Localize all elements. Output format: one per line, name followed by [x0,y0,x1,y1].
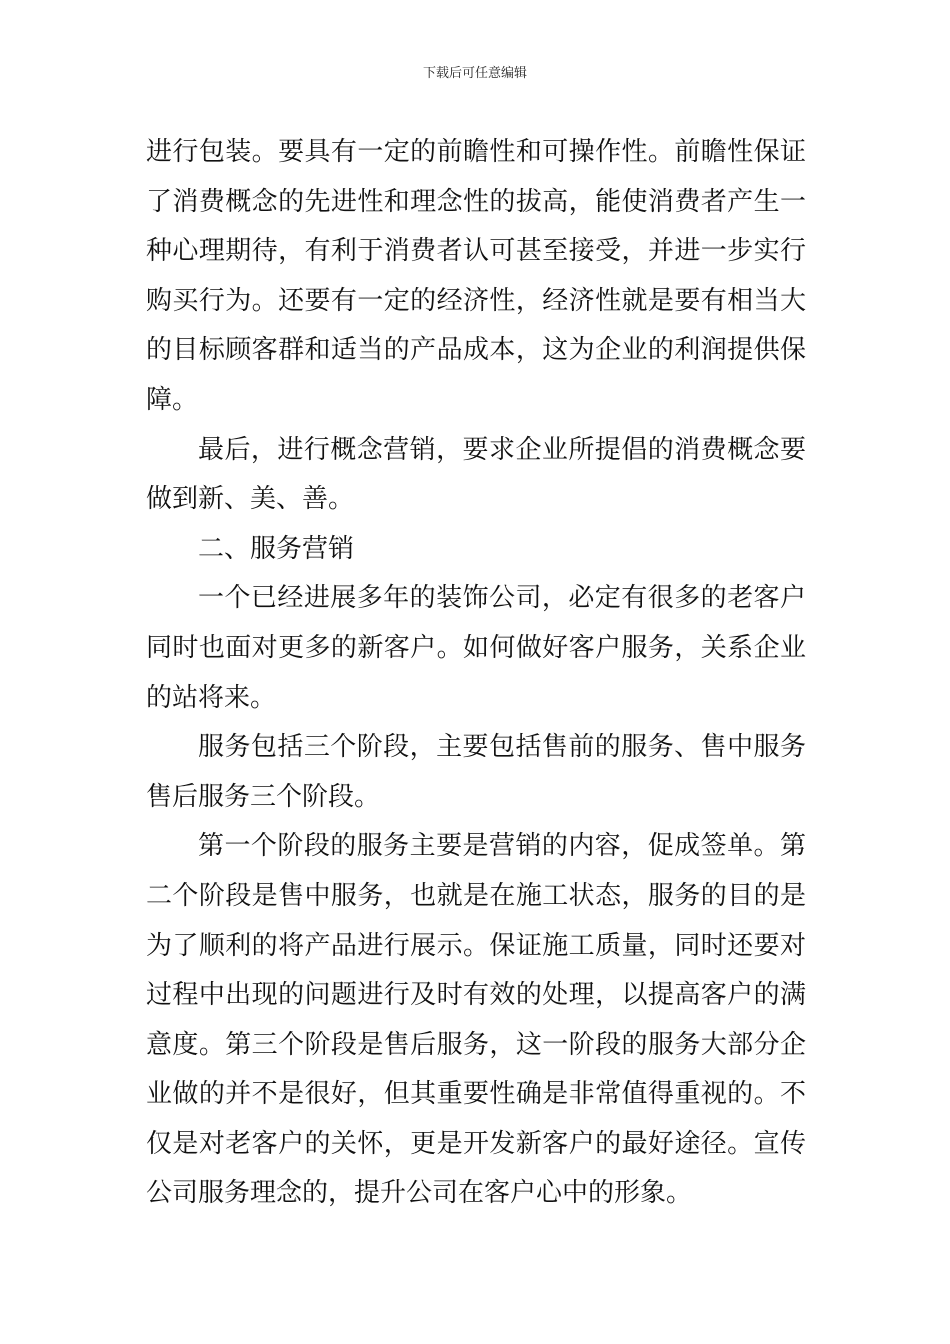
paragraph-customers: 一个已经进展多年的装饰公司，必定有很多的老客户同时也面对更多的新客户。如何做好客户服务，关系企业的站将来。 [146,583,806,713]
page-header-note: 下载后可任意编辑 [422,66,527,81]
section-heading-service-marketing: 二、服务营销 [198,533,355,564]
paragraph-three-stages: 服务包括三个阶段，主要包括售前的服务、售中服务售后服务三个阶段。 [146,732,806,812]
paragraph-concept-marketing: 最后，进行概念营销，要求企业所提倡的消费概念要做到新、美、善。 [146,434,806,515]
document-body [146,128,806,1219]
paragraph-packaging: 进行包装。要具有一定的前瞻性和可操作性。前瞻性保证了消费概念的先进性和理念性的拔高，能使消费者产生一种心理期待，有利于消费者认可甚至接受，并进一步实行购买行为。还要有一定的经济性，经济性就是要有相当大的目标顾客群和适当的产品成本，这为企业的利润提供保障。 [146,137,806,415]
paragraph-stage-details: 第一个阶段的服务主要是营销的内容，促成签单。第二个阶段是售中服务，也就是在施工状态，服务的目的是为了顺利的将产品进行展示。保证施工质量，同时还要对过程中出现的问题进行及时有效的处理，以提高客户的满意度。第三个阶段是售后服务，这一阶段的服务大部分企业做的并不是很好，但其重要性确是非常值得重视的。不仅是对老客户的关怀，更是开发新客户的最好途径。宣传公司服务理念的，提升公司在客户心中的形象。 [146,831,806,1209]
